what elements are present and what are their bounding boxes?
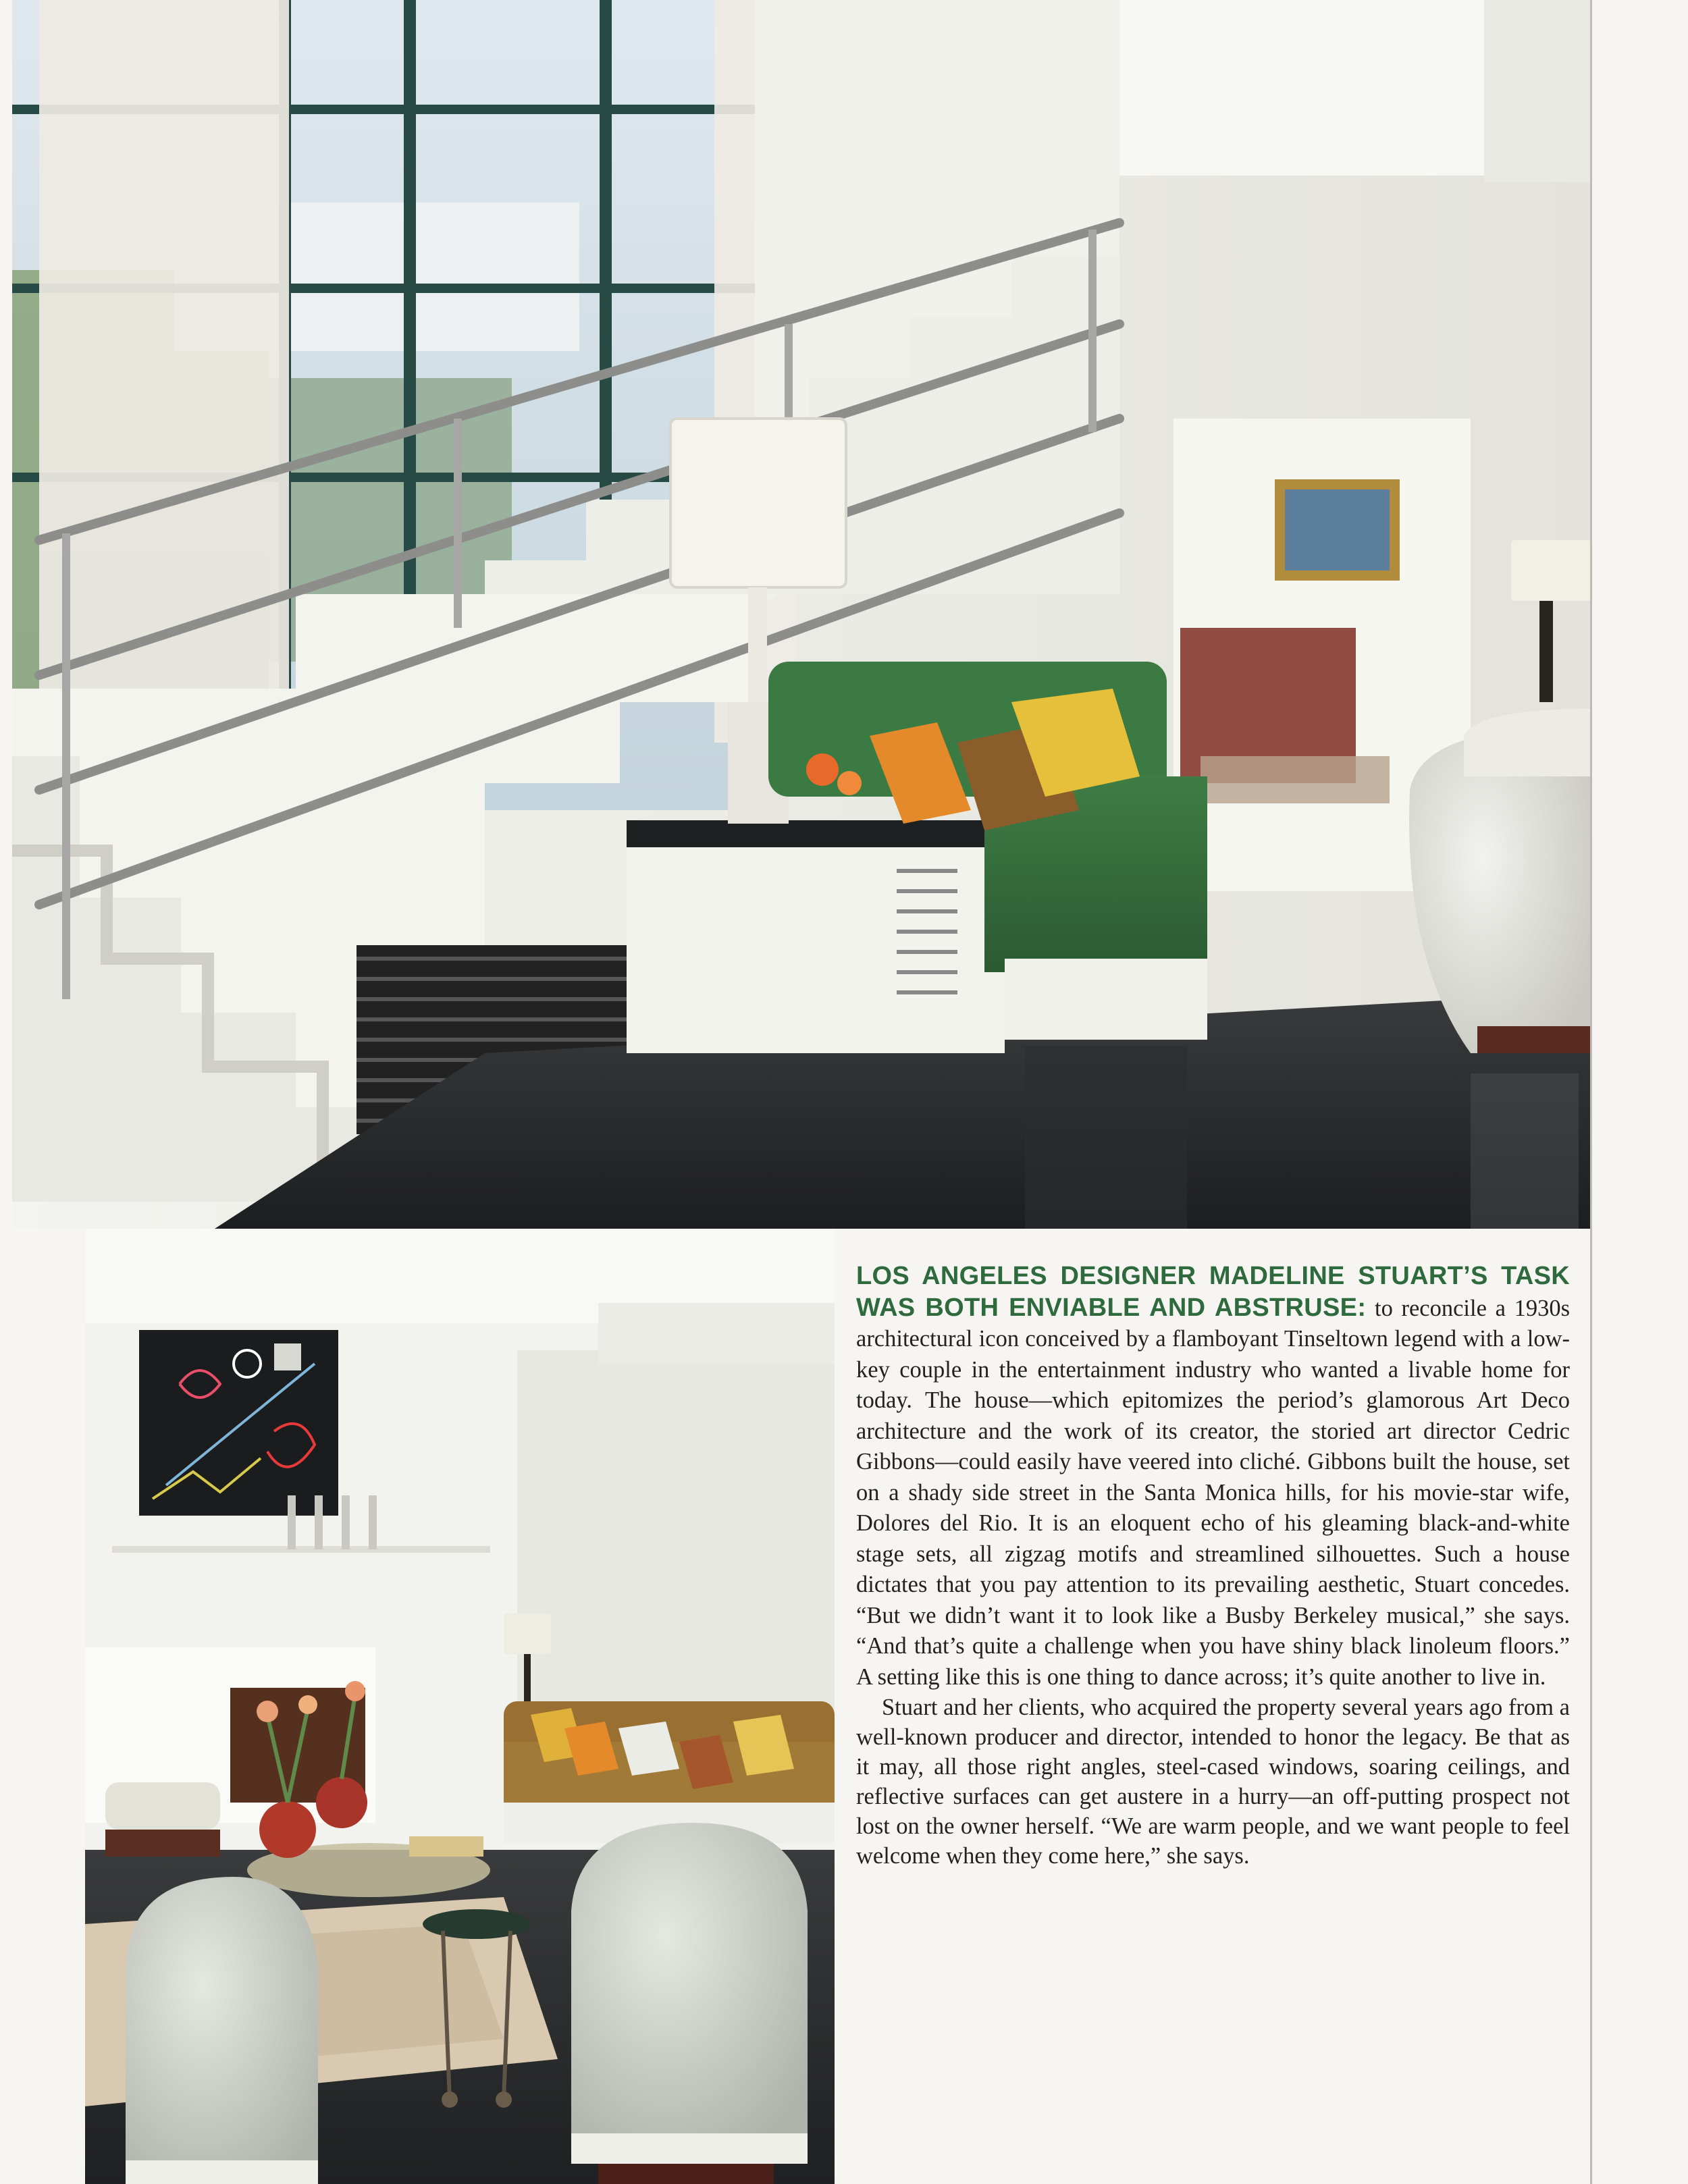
article-paragraph-1: [856, 1261, 1570, 1693]
article-paragraph-2: Stuart and her clients, who acquired the property several years ago from a well-known producer and director, intended to honor the legacy. Be that as it may, all those right angles, steel-cased windows, soaring ceilings, and reflective surfaces can get austere in a hurry—an off-putting prospect not lost on the owner herself. “We are warm people, and we want people to feel welcome when they come here,” she says.: [856, 1695, 1570, 1869]
photo-living-room-artwork: [85, 1229, 835, 2184]
article-lead-text: to reconcile a 1930s architectural icon conceived by a flamboyant Tinseltown legend with a low-key couple in the entertainment industry who wanted a livable home for today. The house—which epitomizes the period’s glamorous Art Deco architecture and the work of its creator, the storied art director Cedric Gibbons—could easily have veered into cliché. Gibbons built the house, set on a shady side street in the Santa Monica hills, for his movie-star wife, Dolores del Rio. It is an eloquent echo of his gleaming black-and-white stage sets, all zigzag motifs and streamlined silhouettes. Such a house dictates that you pay attention to its prevailing aesthetic, Stuart concedes. “But we didn’t want it to look like a Busby Berkeley musical,” she says. “And that’s quite a challenge when you have shiny black linoleum floors.” A setting like this is one thing to dance across; it’s quite another to live in.: [856, 1295, 1571, 1690]
photo-staircase-living-room: [12, 0, 1590, 1229]
article-body: [856, 1261, 1570, 1871]
page-gutter-line: [1590, 0, 1592, 2184]
article-lead-headline: LOS ANGELES DESIGNER MADELINE STUART’S TASK WAS BOTH ENVIABLE AND ABSTRUSE:: [856, 1262, 1570, 1322]
